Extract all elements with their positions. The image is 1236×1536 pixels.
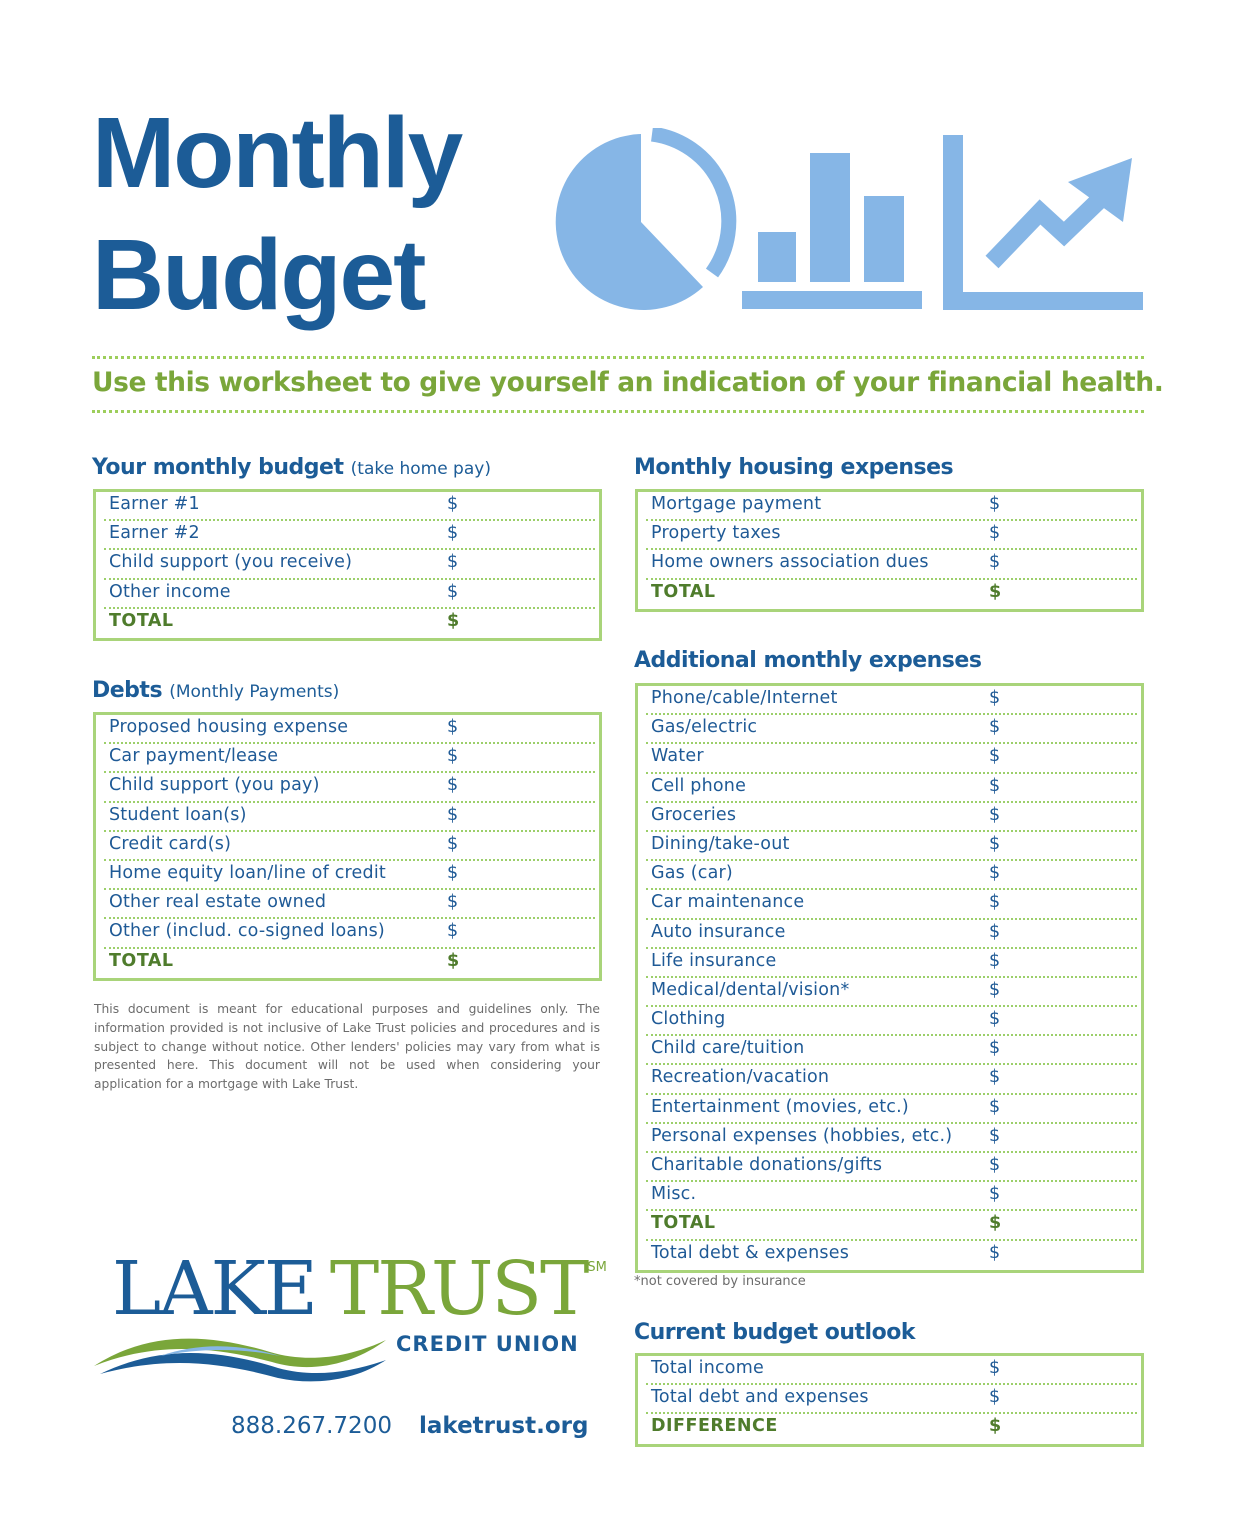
row-label: Misc. bbox=[651, 1184, 697, 1205]
amount-field[interactable]: $ bbox=[447, 950, 460, 971]
row-label: Property taxes bbox=[651, 523, 781, 544]
amount-field[interactable]: $ bbox=[989, 892, 1001, 913]
debts-heading-subtitle: (Monthly Payments) bbox=[169, 682, 340, 702]
table-row bbox=[646, 949, 1137, 978]
budget-rows bbox=[96, 492, 599, 638]
table-row bbox=[104, 580, 595, 609]
row-label: Gas (car) bbox=[651, 863, 733, 884]
amount-field[interactable]: $ bbox=[989, 1038, 1001, 1059]
outlook-heading: Current budget outlook bbox=[634, 1320, 915, 1345]
row-label: Dining/take-out bbox=[651, 833, 790, 854]
table-row bbox=[104, 521, 595, 550]
table-row bbox=[104, 890, 595, 919]
logo-word-trust: TRUST bbox=[329, 1246, 588, 1332]
amount-field[interactable]: $ bbox=[447, 746, 459, 767]
additional-rows bbox=[638, 686, 1141, 1270]
amount-field[interactable]: $ bbox=[447, 833, 459, 854]
table-row bbox=[646, 803, 1137, 832]
amount-field[interactable]: $ bbox=[989, 746, 1001, 767]
disclaimer-text: This document is meant for educational purposes and guidelines only. The information provided is not inclusive of Lake Trust policies and procedures and is subject to change without notice. Other lenders' policies may vary from what is presented here. This document will not be used when considering your application for a mortgage with Lake Trust. bbox=[94, 1002, 600, 1092]
row-label: Charitable donations/gifts bbox=[651, 1155, 883, 1175]
table-row bbox=[646, 1385, 1137, 1414]
table-row bbox=[646, 1182, 1137, 1211]
amount-field[interactable]: $ bbox=[447, 775, 459, 796]
website-link[interactable]: laketrust.org bbox=[419, 1413, 589, 1439]
table-row bbox=[646, 492, 1137, 521]
pie-chart-icon bbox=[548, 128, 738, 318]
row-label: Life insurance bbox=[651, 950, 777, 971]
row-label: TOTAL bbox=[109, 610, 174, 631]
logo-waves bbox=[90, 1316, 390, 1388]
row-label: Other income bbox=[109, 581, 231, 602]
row-label: Recreation/vacation bbox=[651, 1067, 830, 1088]
row-label: Student loan(s) bbox=[109, 804, 247, 825]
row-label: TOTAL bbox=[651, 1213, 716, 1234]
table-row bbox=[646, 744, 1137, 773]
total-row bbox=[104, 609, 595, 638]
row-label: Earner #1 bbox=[109, 494, 200, 514]
amount-field[interactable]: $ bbox=[447, 523, 459, 544]
row-label: Other real estate owned bbox=[109, 892, 327, 913]
row-label: Credit card(s) bbox=[109, 833, 232, 854]
row-label: Total debt and expenses bbox=[651, 1387, 869, 1408]
amount-field[interactable]: $ bbox=[989, 1416, 1002, 1437]
amount-field[interactable]: $ bbox=[447, 804, 459, 825]
row-label: Home equity loan/line of credit bbox=[109, 862, 386, 883]
row-label: Child support (you pay) bbox=[109, 775, 320, 796]
logo-word-lake: LAKE bbox=[112, 1246, 316, 1332]
table-row bbox=[646, 920, 1137, 949]
amount-field[interactable]: $ bbox=[989, 804, 1001, 825]
line-chart-arrow-icon bbox=[940, 130, 1146, 312]
page-title-line-2: Budget bbox=[92, 219, 425, 331]
table-row bbox=[104, 832, 595, 861]
row-label: Water bbox=[651, 746, 704, 767]
table-row bbox=[104, 861, 595, 890]
row-label: Entertainment (movies, etc.) bbox=[651, 1096, 909, 1117]
row-label: Car payment/lease bbox=[109, 746, 279, 767]
row-label: Gas/electric bbox=[651, 717, 758, 738]
row-label: Personal expenses (hobbies, etc.) bbox=[651, 1125, 953, 1146]
housing-rows bbox=[638, 492, 1141, 609]
amount-field[interactable]: $ bbox=[447, 552, 459, 573]
bar-chart-icon bbox=[740, 150, 924, 312]
budget-heading-title: Your monthly budget bbox=[92, 455, 344, 480]
budget-heading-subtitle: (take home pay) bbox=[350, 459, 491, 479]
table-row bbox=[104, 550, 595, 579]
table-row bbox=[646, 1007, 1137, 1036]
table-row bbox=[104, 773, 595, 802]
debts-heading bbox=[92, 678, 339, 703]
row-label: Phone/cable/Internet bbox=[651, 688, 838, 708]
amount-field[interactable]: $ bbox=[447, 494, 459, 514]
outlook-table bbox=[635, 1353, 1144, 1447]
debts-rows bbox=[96, 715, 599, 978]
divider-bottom bbox=[92, 410, 1144, 413]
table-row bbox=[646, 686, 1137, 715]
row-label: Auto insurance bbox=[651, 921, 786, 942]
amount-field[interactable]: $ bbox=[989, 1242, 1001, 1263]
table-row bbox=[646, 1124, 1137, 1153]
amount-field[interactable]: $ bbox=[989, 833, 1001, 854]
amount-field[interactable]: $ bbox=[447, 610, 460, 631]
row-label: Cell phone bbox=[651, 775, 747, 796]
amount-field[interactable]: $ bbox=[447, 581, 459, 602]
debts-table bbox=[93, 712, 602, 981]
row-label: Child support (you receive) bbox=[109, 552, 353, 573]
amount-field[interactable]: $ bbox=[989, 1387, 1001, 1408]
table-row bbox=[646, 832, 1137, 861]
divider-top bbox=[92, 356, 1144, 359]
budget-table bbox=[93, 489, 602, 641]
amount-field[interactable]: $ bbox=[989, 1067, 1001, 1088]
table-row bbox=[646, 774, 1137, 803]
row-label: Medical/dental/vision* bbox=[651, 979, 850, 1000]
amount-field[interactable]: $ bbox=[447, 892, 459, 913]
additional-heading: Additional monthly expenses bbox=[634, 648, 982, 673]
total-row bbox=[646, 1414, 1137, 1443]
table-row bbox=[646, 1095, 1137, 1124]
amount-field[interactable]: $ bbox=[989, 552, 1001, 573]
budget-heading bbox=[92, 455, 491, 480]
table-row bbox=[104, 492, 595, 521]
row-label: Groceries bbox=[651, 804, 737, 825]
row-label: TOTAL bbox=[651, 581, 716, 602]
table-row bbox=[104, 715, 595, 744]
phone-number: 888.267.7200 bbox=[231, 1413, 392, 1439]
amount-field[interactable]: $ bbox=[989, 1213, 1002, 1234]
logo-service-mark: SM bbox=[587, 1260, 607, 1275]
row-label: Total income bbox=[651, 1358, 764, 1378]
amount-field[interactable]: $ bbox=[989, 1358, 1001, 1378]
row-label: Home owners association dues bbox=[651, 552, 929, 573]
amount-field[interactable]: $ bbox=[989, 1096, 1001, 1117]
amount-field[interactable]: $ bbox=[989, 1125, 1001, 1146]
row-label: Mortgage payment bbox=[651, 494, 822, 514]
table-row bbox=[104, 919, 595, 948]
total-row bbox=[646, 1211, 1137, 1240]
table-row bbox=[646, 890, 1137, 919]
page-title-line-1: Monthly bbox=[92, 97, 462, 209]
amount-field[interactable]: $ bbox=[447, 717, 459, 737]
debts-heading-title: Debts bbox=[92, 678, 163, 703]
row-label: Child care/tuition bbox=[651, 1038, 805, 1059]
total-row bbox=[646, 580, 1137, 609]
amount-field[interactable]: $ bbox=[989, 523, 1001, 544]
table-row bbox=[646, 521, 1137, 550]
amount-field[interactable]: $ bbox=[447, 862, 459, 883]
table-row bbox=[646, 1356, 1137, 1385]
amount-field[interactable]: $ bbox=[989, 950, 1001, 971]
row-label: Other (includ. co-signed loans) bbox=[109, 921, 385, 942]
additional-table bbox=[635, 683, 1144, 1273]
amount-field[interactable]: $ bbox=[989, 863, 1001, 884]
insurance-footnote: *not covered by insurance bbox=[634, 1274, 806, 1289]
row-label: Clothing bbox=[651, 1009, 726, 1030]
amount-field[interactable]: $ bbox=[989, 1184, 1001, 1205]
amount-field[interactable]: $ bbox=[989, 717, 1001, 738]
table-row bbox=[104, 744, 595, 773]
outlook-rows bbox=[638, 1356, 1141, 1444]
row-label: Proposed housing expense bbox=[109, 717, 349, 737]
tagline: Use this worksheet to give yourself an indication of your financial health. bbox=[92, 367, 1164, 398]
total-row bbox=[104, 949, 595, 978]
row-label: Earner #2 bbox=[109, 523, 200, 544]
table-row bbox=[646, 1241, 1137, 1270]
table-row bbox=[646, 1153, 1137, 1182]
amount-field[interactable]: $ bbox=[989, 1155, 1001, 1175]
amount-field[interactable]: $ bbox=[989, 581, 1002, 602]
table-row bbox=[646, 715, 1137, 744]
amount-field[interactable]: $ bbox=[989, 921, 1001, 942]
amount-field[interactable]: $ bbox=[989, 979, 1001, 1000]
table-row bbox=[646, 550, 1137, 579]
row-label: DIFFERENCE bbox=[651, 1416, 778, 1437]
amount-field[interactable]: $ bbox=[989, 1009, 1001, 1030]
table-row bbox=[646, 978, 1137, 1007]
amount-field[interactable]: $ bbox=[447, 921, 459, 942]
amount-field[interactable]: $ bbox=[989, 775, 1001, 796]
logo-credit-union: CREDIT UNION bbox=[396, 1332, 579, 1356]
row-label: Car maintenance bbox=[651, 892, 805, 913]
table-row bbox=[646, 1036, 1137, 1065]
table-row bbox=[646, 861, 1137, 890]
amount-field[interactable]: $ bbox=[989, 688, 1001, 708]
table-row bbox=[104, 803, 595, 832]
housing-table bbox=[635, 489, 1144, 612]
amount-field[interactable]: $ bbox=[989, 494, 1001, 514]
row-label: TOTAL bbox=[109, 950, 174, 971]
table-row bbox=[646, 1065, 1137, 1094]
housing-heading: Monthly housing expenses bbox=[634, 455, 954, 480]
row-label: Total debt & expenses bbox=[651, 1242, 850, 1263]
